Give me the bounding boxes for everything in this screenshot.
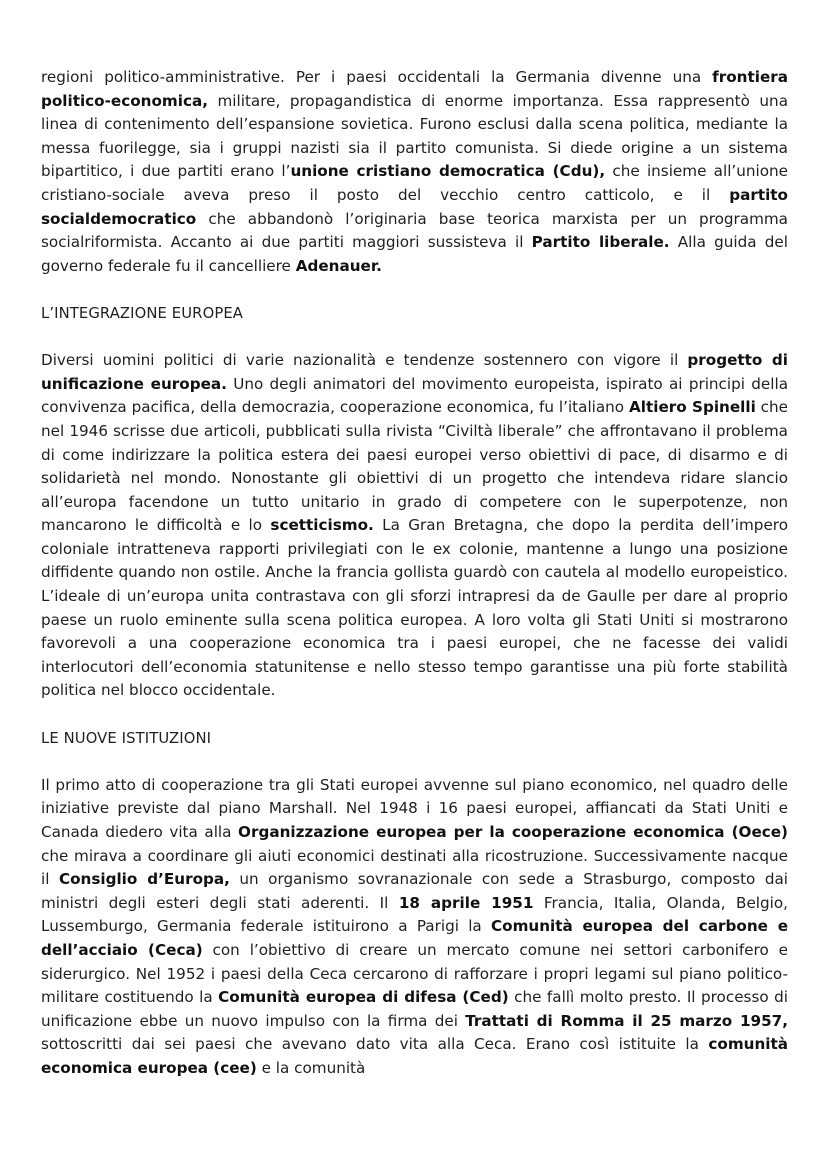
text-run: Alla guida del governo federale fu il cancelliere <box>41 233 788 275</box>
text-run: che insieme all’unione cristiano-sociale aveva preso il posto del vecchio centro catticolo, e il <box>41 162 788 204</box>
bold-text: unione cristiano democratica (Cdu), <box>290 162 606 181</box>
bold-text: Trattati di Romma il 25 marzo 1957, <box>465 1011 788 1030</box>
text-run: Il primo atto di cooperazione tra gli Stati europei avvenne sul piano economico, nel quadro delle iniziative previste dal piano Marshall. Nel 1948 i 16 paesi europei, affiancati da Stati Uniti e Canada diedero vita alla <box>41 775 788 841</box>
text-run: che nel 1946 scrisse due articoli, pubblicati sulla rivista “Civiltà liberale” che affrontavano il problema di come indirizzare la politica estera dei paesi europei verso obiettivi di pace, di disarmo e di solidarietà nel mondo. Nonostante gli obiettivi di un progetto che intendeva ridare slancio all’europa facendone un tutto unitario in grado di competere con le superpotenze, non mancarono le difficoltà e lo <box>41 398 789 535</box>
text-run: regioni politico-amministrative. Per i paesi occidentali la Germania divenne una <box>41 68 713 86</box>
bold-text: partito socialdemocratico <box>41 185 788 228</box>
text-run: sottoscritti dai sei paesi che avevano dato vita alla Ceca. Erano così istituite la <box>41 1035 709 1054</box>
text-run: con l’obiettivo di creare un mercato comune nei settori carbonifero e siderurgico. Nel 1952 i paesi della Ceca cercarono di rafforzare i propri legami sul piano politico-militare costituendo la <box>41 940 788 1007</box>
heading-nuove-istituzioni: LE NUOVE ISTITUZIONI <box>41 729 212 747</box>
bold-text: Comunità europea di difesa (Ced) <box>218 988 509 1007</box>
bold-text: Comunità europea del carbone e dell’acciaio (Ceca) <box>41 917 788 959</box>
bold-text: frontiera politico-economica, <box>41 68 788 110</box>
bold-text: Partito liberale. <box>531 233 670 252</box>
bold-text: comunità economica europea (cee) <box>41 1035 788 1077</box>
text-run: Diversi uomini politici di varie nazionalità e tendenze sostennero con vigore il <box>41 351 688 370</box>
paragraph-nuove-istituzioni <box>41 774 788 1081</box>
paragraph-integrazione-europea <box>41 349 788 703</box>
bold-text: 18 aprile 1951 <box>398 893 534 912</box>
text-run: che abbandonò l’originaria base teorica marxista per un programma socialriformista. Accanto ai due partiti maggiori sussisteva il <box>41 209 788 252</box>
heading-integrazione-europea: L’INTEGRAZIONE EUROPEA <box>41 304 244 322</box>
bold-text: scetticismo. <box>270 516 374 535</box>
bold-text: progetto di unificazione europea. <box>41 351 788 393</box>
paragraph-germania <box>41 66 788 278</box>
bold-text: Organizzazione europea per la cooperazione economica (Oece) <box>238 823 788 841</box>
text-run: che mirava a coordinare gli aiuti economici destinati alla ricostruzione. Successivamente nacque il <box>41 846 788 889</box>
bold-text: Consiglio d’Europa, <box>58 870 230 889</box>
text-run: Francia, Italia, Olanda, Belgio, Lussemburgo, Germania federale istituirono a Parigi la <box>41 893 788 936</box>
bold-text: Altiero Spinelli <box>629 398 756 417</box>
text-run: un organismo sovranazionale con sede a Strasburgo, composto dai ministri degli esteri degli stati aderenti. Il <box>41 870 788 912</box>
text-run: La Gran Bretagna, che dopo la perdita dell’impero coloniale intratteneva rapporti privilegiati con le ex colonie, mantenne a lungo una posizione diffidente quando non ostile. Anche la francia gollista guardò con cautela al modello europeistico. L’ideale di un’europa unita contrastava con gli sforzi intrapresi da de Gaulle per dare al proprio paese un ruolo eminente sulla scena politica europea. A loro volta gli Stati Uniti si mostrarono favorevoli a una cooperazione economica tra i paesi europei, che ne facesse dei validi interlocutori dell’economia statunitense e nello stesso tempo garantisse una più forte stabilità politica nel blocco occidentale. <box>41 516 788 700</box>
text-run: che fallì molto presto. Il processo di unificazione ebbe un nuovo impulso con la firma dei <box>41 988 788 1030</box>
text-run: e la comunità <box>256 1058 366 1077</box>
text-run: Uno degli animatori del movimento europeista, ispirato ai principi della convivenza pacifica, della democrazia, cooperazione economica, fu l’italiano <box>41 374 788 417</box>
text-run: militare, propagandistica di enorme importanza. Essa rappresentò una linea di contenimento dell’espansione sovietica. Furono esclusi dalla scena politica, mediante la messa fuorilegge, sia i gruppi nazisti sia il partito comunista. Si diede origine a un sistema bipartitico, i due partiti erano l’ <box>41 91 788 181</box>
bold-text: Adenauer. <box>295 256 382 275</box>
